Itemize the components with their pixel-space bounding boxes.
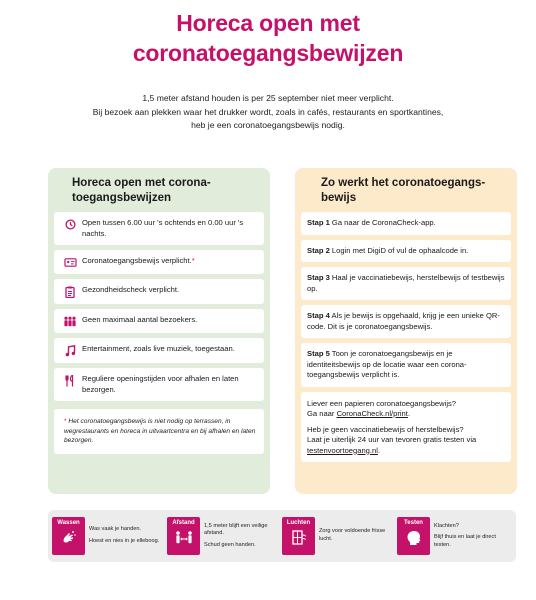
step-label: Stap 2 [307, 245, 330, 255]
info-line2-prefix: Ga naar [307, 409, 337, 418]
step-label: Stap 1 [307, 218, 330, 227]
horeca-rules-title-line1: Horeca open met corona- [72, 177, 211, 189]
step-card [301, 343, 511, 387]
horeca-rules-title [54, 176, 264, 212]
how-it-works-title [301, 176, 511, 212]
rule-text: Coronatoegangsbewijs verplicht. [82, 256, 192, 265]
footnote-star: * [64, 418, 67, 425]
tip-text2: Schud geen handen. [204, 541, 256, 548]
tip-text1: 1,5 meter blijft een veilige afstand. [204, 522, 268, 537]
rule-text-wrap [82, 256, 258, 267]
tip-badge [397, 517, 430, 555]
id-card-icon [58, 256, 82, 268]
rule-item-access-pass [54, 250, 264, 274]
horeca-rules-panel [48, 168, 270, 494]
step-text: Login met DigiD of vul de ophaalcode in. [331, 245, 469, 255]
tip-badge [167, 517, 200, 555]
page-title-line2: coronatoegangsbewijzen [132, 40, 404, 66]
step-text: Ga naar de CoronaCheck-app. [331, 218, 436, 227]
coronacheck-print-link[interactable]: CoronaCheck.nl/print [336, 409, 408, 418]
tip-text1: Klachten? [434, 522, 459, 529]
rule-text: Geen maximaal aantal bezoekers. [82, 315, 198, 324]
intro-line1: 1,5 meter afstand houden is per 25 september niet meer verplicht. [142, 93, 394, 103]
step-card [301, 240, 511, 263]
tip-text2: Hoest en nies in je elleboog. [89, 538, 160, 544]
window-air-icon [290, 527, 308, 552]
tip-testen [397, 515, 512, 557]
tip-text [315, 528, 393, 543]
tip-text1: Zorg voor voldoende frisse lucht. [319, 528, 386, 542]
tip-text1: Was vaak je handen. [89, 526, 142, 533]
tip-wassen [52, 515, 167, 557]
tip-label: Testen [404, 520, 423, 526]
rule-text: Reguliere openingstijden voor afhalen en laten bezorgen. [82, 374, 239, 394]
tip-text [85, 526, 163, 545]
rule-item-takeaway [54, 368, 264, 401]
page-title [0, 8, 536, 68]
how-it-works-title-line2: bewijs [321, 191, 357, 204]
step-card [301, 305, 511, 338]
cutlery-icon [58, 374, 82, 387]
step-text: Als je bewijs is opgehaald, krijg je een unieke QR-code. Dit is je coronatoegangsbewijs. [307, 311, 500, 331]
step-text: Haal je vaccinatiebewijs, herstelbewijs of testbewijs op. [307, 273, 505, 293]
intro-text [40, 92, 496, 133]
rule-item-entertainment [54, 338, 264, 363]
intro-line2: Bij bezoek aan plekken waar het drukker wordt, zoals in cafés, restaurants en sportkantines, [92, 106, 444, 117]
tip-badge [52, 517, 85, 555]
hygiene-tips-strip [48, 510, 516, 562]
step-card [301, 267, 511, 300]
info-line2-suffix: . [407, 409, 411, 418]
tip-afstand [167, 515, 282, 557]
info-line1: Liever een papieren coronatoegangsbewijs? [307, 398, 457, 408]
tip-text [200, 523, 278, 550]
tip-label: Wassen [57, 520, 80, 526]
step-label: Stap 4 [307, 311, 330, 320]
page-title-line1: Horeca open met [176, 10, 360, 36]
music-note-icon [58, 344, 82, 357]
horeca-rules-title-line2: toegangsbewijzen [72, 191, 172, 204]
intro-line3: heb je een coronatoegangsbewijs nodig. [191, 120, 345, 130]
step-card [301, 212, 511, 235]
rule-text: Gezondheidscheck verplicht. [82, 285, 180, 294]
info-card [301, 392, 511, 463]
info-line3: Heb je geen vaccinatiebewijs of herstelbewijs? [307, 424, 464, 434]
how-it-works-title-line1: Zo werkt het coronatoegangs- [321, 177, 486, 189]
clock-icon [58, 218, 82, 230]
rule-item-health-check [54, 279, 264, 304]
tip-label: Luchten [286, 520, 311, 526]
footnote-note [54, 409, 264, 454]
step-label: Stap 5 [307, 349, 330, 358]
info-line2 [307, 409, 505, 420]
info-line5-suffix: . [377, 445, 381, 455]
rule-item-opening-hours [54, 212, 264, 245]
clipboard-icon [58, 285, 82, 298]
testenvoortoegang-link[interactable]: testenvoortoegang.nl [307, 445, 378, 455]
footnote-star: * [191, 256, 195, 265]
step-text: Toon je coronatoegangsbewijs en je identiteitsbewijs op de locatie waar een corona-toegangsbewijs verplicht is. [307, 349, 467, 379]
rule-text: Open tussen 6.00 uur 's ochtends en 0.00 uur 's nachts. [82, 218, 244, 238]
distance-icon [174, 527, 194, 552]
rule-item-no-max-visitors [54, 309, 264, 333]
hands-washing-icon [60, 527, 78, 552]
how-it-works-panel [295, 168, 517, 494]
people-icon [58, 315, 82, 327]
rule-text: Entertainment, zoals live muziek, toegestaan. [82, 344, 235, 353]
info-line4: Laat je uiterlijk 24 uur van tevoren gratis testen via [307, 435, 477, 444]
tip-luchten [282, 515, 397, 557]
tip-label: Afstand [172, 520, 195, 526]
head-test-icon [405, 527, 423, 552]
tip-text [430, 523, 508, 550]
tip-text2: Blijf thuis en laat je direct testen. [434, 534, 496, 548]
info-line5 [307, 446, 505, 457]
tip-badge [282, 517, 315, 555]
step-label: Stap 3 [307, 273, 330, 282]
footnote-text: Het coronatoegangsbewijs is niet nodig op terrassen, in wegrestaurants en horeca in uitvaartcentra en bij afhalen en laten bezorgen. [64, 418, 256, 444]
